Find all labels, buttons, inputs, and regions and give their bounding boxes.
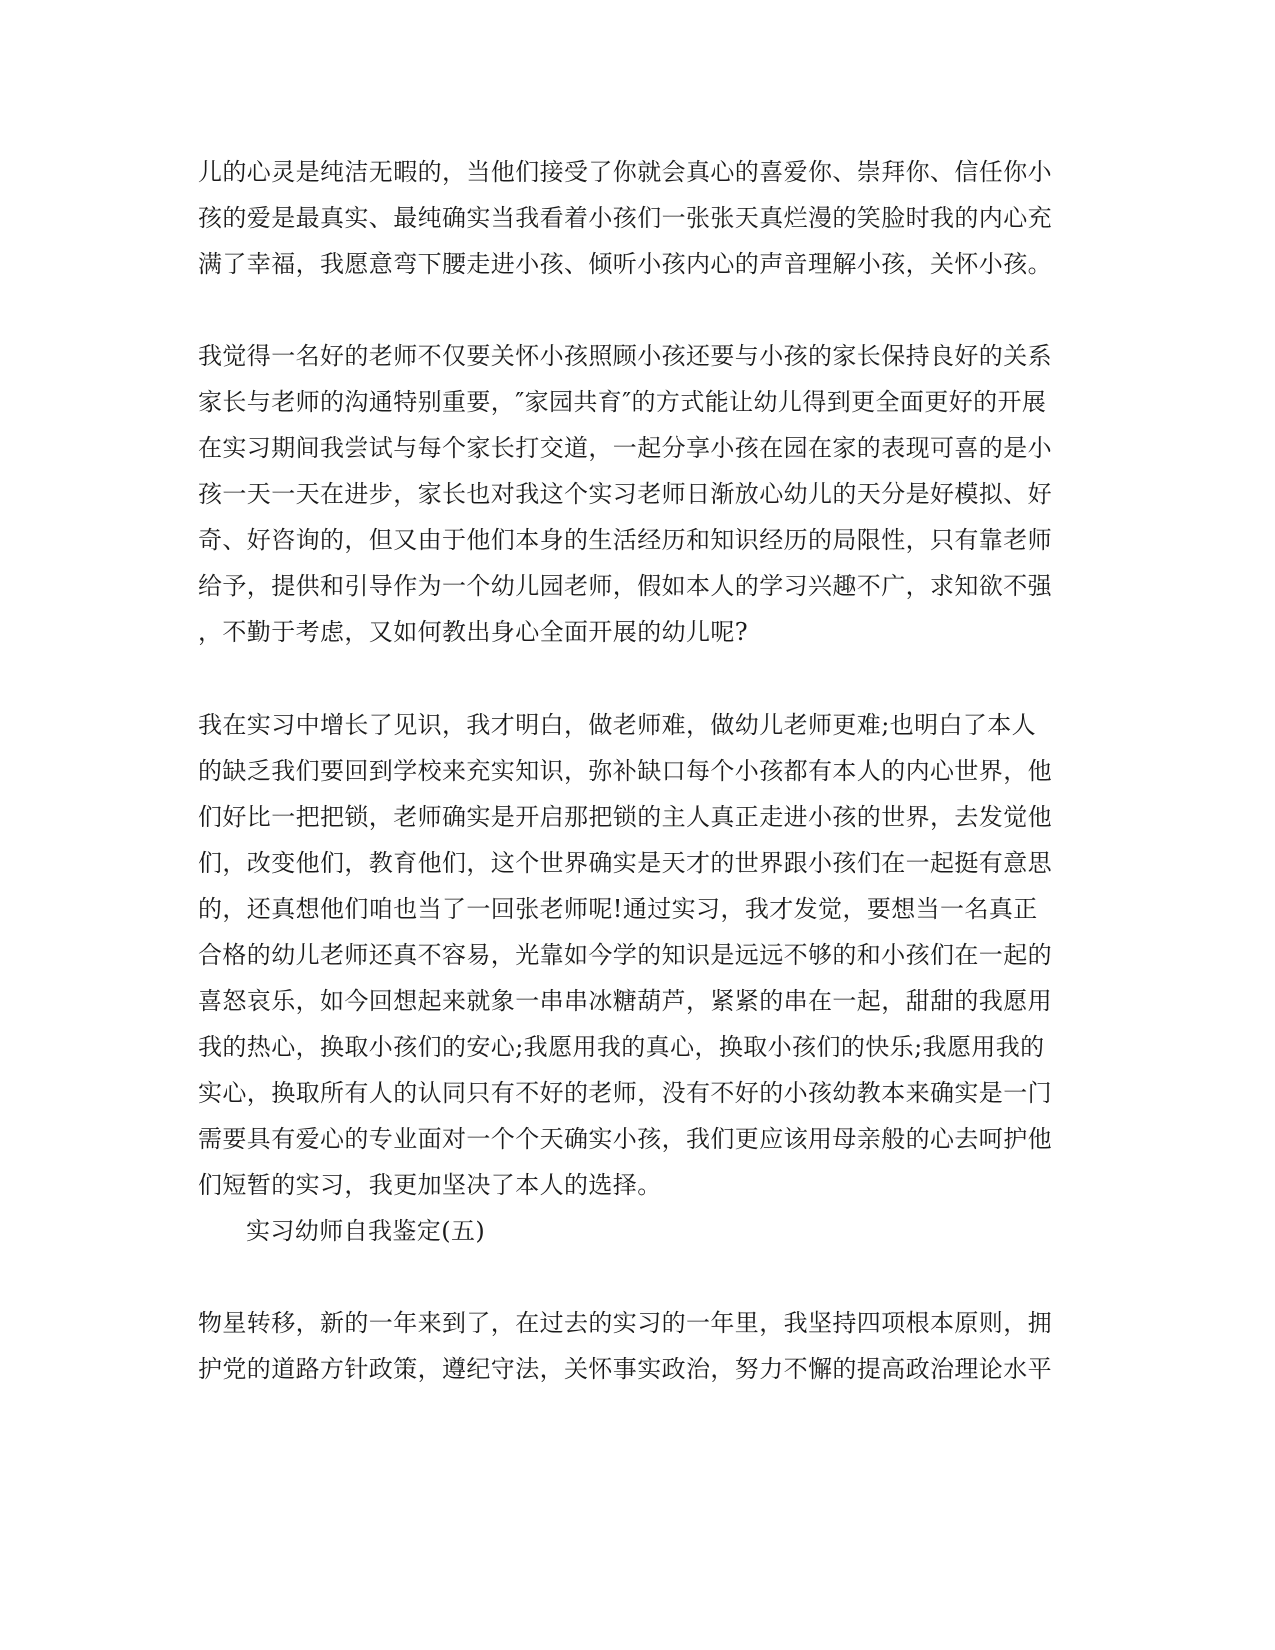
- text-line: 需要具有爱心的专业面对一个个天确实小孩，我们更应该用母亲般的心去呵护他: [198, 1125, 1052, 1153]
- text-line: 家长与老师的沟通特别重要，″家园共育″的方式能让幼儿得到更全面更好的开展: [198, 388, 1047, 416]
- text-line: 实心，换取所有人的认同只有不好的老师，没有不好的小孩幼教本来确实是一门: [198, 1079, 1052, 1107]
- text-line: 护党的道路方针政策，遵纪守法，关怀事实政治，努力不懈的提高政治理论水平: [198, 1355, 1052, 1383]
- text-line: 我觉得一名好的老师不仅要关怀小孩照顾小孩还要与小孩的家长保持良好的关系: [198, 342, 1052, 370]
- text-line: 喜怒哀乐，如今回想起来就象一串串冰糖葫芦，紧紧的串在一起，甜甜的我愿用: [198, 987, 1052, 1015]
- text-line: 的缺乏我们要回到学校来充实知识，弥补缺口每个小孩都有本人的内心世界，他: [198, 757, 1052, 785]
- text-line: 我的热心，换取小孩们的安心;我愿用我的真心，换取小孩们的快乐;我愿用我的: [198, 1033, 1045, 1061]
- text-line: 奇、好咨询的，但又由于他们本身的生活经历和知识经历的局限性，只有靠老师: [198, 526, 1052, 554]
- text-line: 孩的爱是最真实、最纯确实当我看着小孩们一张张天真烂漫的笑脸时我的内心充: [198, 204, 1052, 232]
- text-line: 孩一天一天在进步，家长也对我这个实习老师日渐放心幼儿的天分是好模拟、好: [198, 480, 1052, 508]
- text-line: 在实习期间我尝试与每个家长打交道，一起分享小孩在园在家的表现可喜的是小: [198, 434, 1052, 462]
- text-line: 满了幸福，我愿意弯下腰走进小孩、倾听小孩内心的声音理解小孩，关怀小孩。: [198, 250, 1052, 278]
- text-line: 们短暂的实习，我更加坚决了本人的选择。: [198, 1171, 662, 1199]
- text-line: 们，改变他们，教育他们，这个世界确实是天才的世界跟小孩们在一起挺有意思: [198, 849, 1052, 877]
- text-line: 物星转移，新的一年来到了，在过去的实习的一年里，我坚持四项根本原则，拥: [198, 1309, 1052, 1337]
- text-line: 给予，提供和引导作为一个幼儿园老师，假如本人的学习兴趣不广，求知欲不强: [198, 572, 1052, 600]
- text-line: 们好比一把把锁，老师确实是开启那把锁的主人真正走进小孩的世界，去发觉他: [198, 803, 1052, 831]
- text-line: 的，还真想他们咱也当了一回张老师呢!通过实习，我才发觉，要想当一名真正: [198, 895, 1038, 923]
- text-line: ，不勤于考虑，又如何教出身心全面开展的幼儿呢?: [198, 618, 749, 646]
- section-heading: 实习幼师自我鉴定(五): [246, 1217, 486, 1245]
- text-line: 我在实习中增长了见识，我才明白，做老师难，做幼儿老师更难;也明白了本人: [198, 711, 1037, 739]
- text-line: 合格的幼儿老师还真不容易，光靠如今学的知识是远远不够的和小孩们在一起的: [198, 941, 1052, 969]
- text-line: 儿的心灵是纯洁无暇的，当他们接受了你就会真心的喜爱你、崇拜你、信任你小: [198, 158, 1052, 186]
